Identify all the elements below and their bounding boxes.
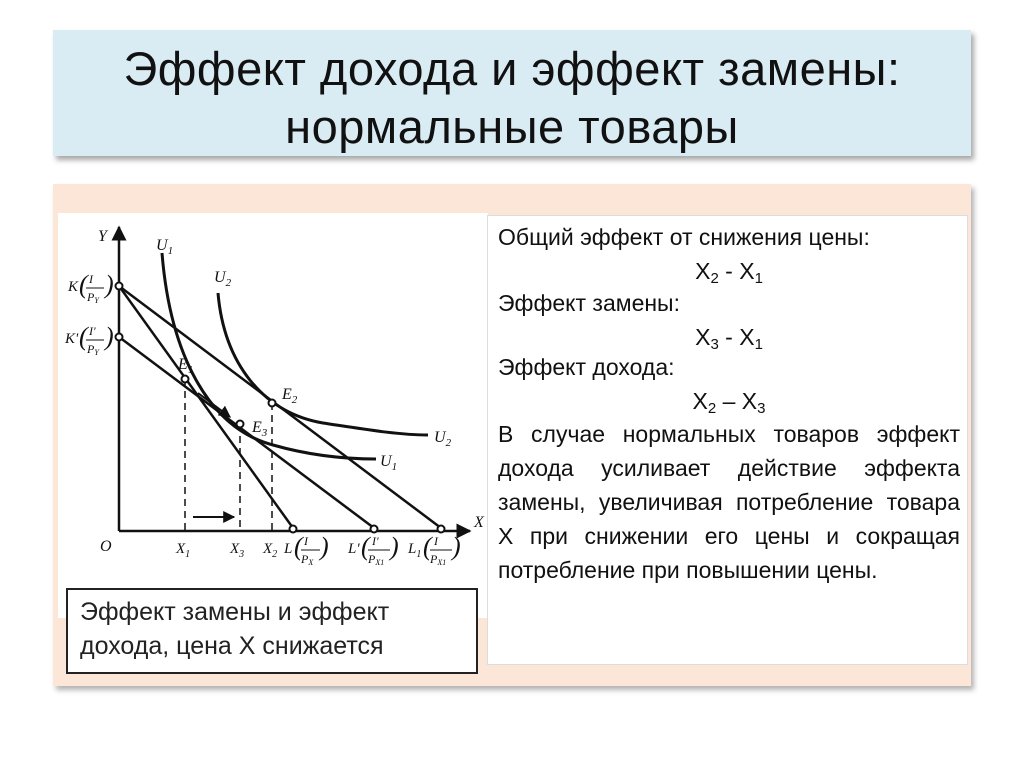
svg-text:(: ( [294,532,303,561]
curve-u1 [162,253,376,459]
point-e2 [269,400,276,407]
point-lprime [371,526,378,533]
svg-text:PY: PY [87,342,99,357]
svg-text:I: I [434,534,438,548]
title-line-2: нормальные товары [285,100,739,153]
page-title [53,40,971,156]
label-x2: $X_2$ [263,541,278,560]
explanation-panel [487,215,968,665]
svg-text:PY: PY [87,290,99,305]
label-k [67,270,114,305]
svg-text:): ) [105,322,114,351]
curve-u2 [218,293,428,435]
conclusion-paragraph: В случае нормальных товаров эффект дохода усиливает действие эффекта замены, увеличивая потребление товара Х при снижении его цены и сокращая потребление при повышении цены. [498,421,960,583]
svg-text:I': I' [89,324,96,338]
svg-text:PX1: PX1 [368,552,385,567]
point-l1 [438,526,445,533]
diagram-caption [66,588,478,674]
point-e3 [237,421,244,428]
svg-text:I: I [304,534,308,548]
svg-text:I: I [89,272,93,286]
budget-line-kl [119,286,293,528]
label-x: X [474,514,484,531]
svg-text:L': L' [348,541,360,557]
svg-text:I': I' [372,534,379,548]
title-line-1: Эффект дохода и эффект замены: [123,42,901,95]
label-e1: $E_1$ [178,356,194,376]
label-u1-right: $U_1$ [380,453,398,473]
title-banner [53,30,971,156]
label-u2-top: $U_2$ [214,269,232,289]
income-effect-formula: X2 – X3 [692,388,766,417]
point-k [116,283,123,290]
label-e3: $E_3$ [252,419,268,439]
svg-text:PX1: PX1 [430,552,447,567]
label-kprime [64,322,114,357]
indifference-diagram [58,213,488,618]
svg-text:(: ( [79,322,88,351]
svg-text:L: L [284,541,293,557]
point-e1 [182,376,189,383]
svg-text:): ) [320,532,329,561]
label-y: Y [98,228,107,245]
total-effect-formula: X2 - X1 [695,258,763,287]
svg-text:): ) [452,532,461,561]
svg-text:(: ( [423,532,432,561]
label-u2-right: $U_2$ [434,429,452,449]
substitution-effect-formula: X3 - X1 [695,324,763,353]
label-l [283,532,329,567]
svg-text:K': K' [65,331,79,347]
caption-line-2: дохода, цена X снижается [80,632,384,660]
point-kprime [116,334,123,341]
svg-text:(: ( [79,270,88,299]
total-effect-label: Общий эффект от снижения цены: [498,224,870,250]
svg-text:L1: $L_1$ [408,541,422,560]
income-effect-label: Эффект дохода: [498,354,675,380]
svg-text:K: K [68,279,79,295]
label-o: O [100,538,112,555]
svg-text:): ) [390,532,399,561]
substitution-effect-label: Эффект замены: [498,290,680,316]
arrow-e1-e3 [198,393,230,417]
diagram-svg [58,213,488,618]
svg-text:(: ( [361,532,370,561]
label-lprime [347,532,399,567]
label-u1-top: $U_1$ [156,237,174,257]
svg-text:PX: PX [301,552,314,567]
label-e2: $E_2$ [282,386,298,406]
svg-text:): ) [105,270,114,299]
label-x1: $X_1$ [176,541,191,560]
caption-line-1: Эффект замены и эффект [80,598,390,626]
label-l1 [407,532,461,567]
label-x3: $X_3$ [230,541,245,560]
